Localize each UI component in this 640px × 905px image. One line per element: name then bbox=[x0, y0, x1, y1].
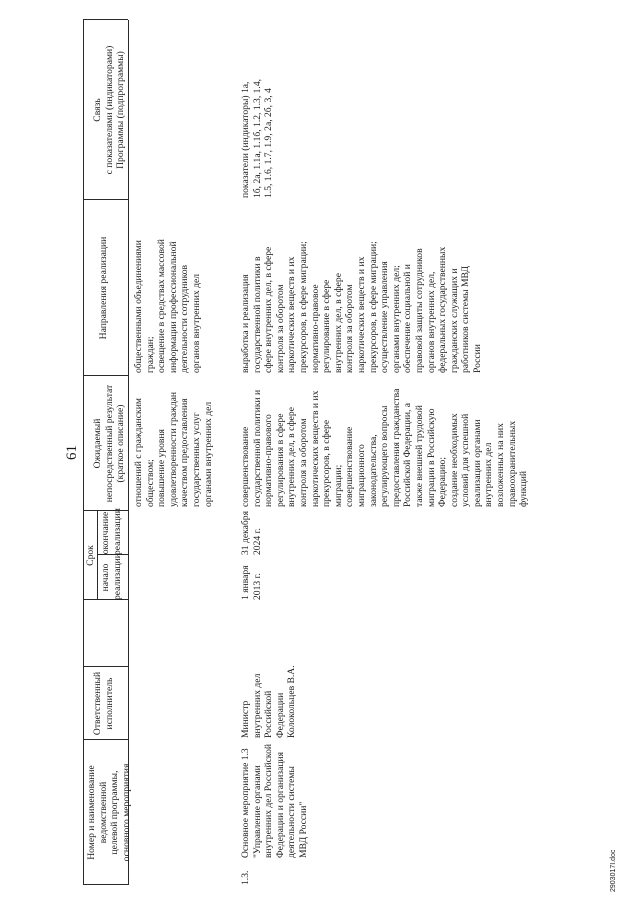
row-indicator-link: показатели (индикаторы) 1а, 1б, 2а, 1.1а, 1.1б, 1.2, 1.3, 1.4, 1.5, 1.6, 1.7, 1.9, 2а, 2б, 3, 4 bbox=[240, 78, 275, 198]
table-left-border bbox=[83, 884, 128, 885]
header-end: окончание реализации bbox=[100, 508, 123, 555]
row-end-date: 31 декабря 2024 г. bbox=[240, 511, 263, 555]
column-divider bbox=[83, 199, 128, 200]
column-divider bbox=[83, 375, 128, 376]
row-program-name: Основное мероприятие 1.3 "Управление органами внутренних дел Российской Федерации и организация деятельности системы МВД России" bbox=[240, 743, 309, 858]
table-right-border bbox=[83, 19, 128, 20]
header-directions: Направления реализации bbox=[98, 236, 109, 340]
page-number: 61 bbox=[64, 445, 80, 460]
row-directions: выработка и реализация государственной политики в сфере внутренних дел, в сфере контроля за оборотом наркотических веществ и их прекурсоров, в сфере миграции; нормативно-правовое регулирование в сфере внутренних дел, в сфере контроля за оборотом наркотических веществ и их прекурсоров, в сфере миграции; осуществление управления органами внутренних дел; обеспечение социальной и правовой защиты сотрудников органов внутренних дел, федеральных государственных гражданских служащих и работников системы МВД России bbox=[240, 241, 483, 373]
row-start-date: 1 января 2013 г. bbox=[240, 565, 263, 600]
continuation-result: отношений с гражданским обществом; повышение уровня удовлетворенности граждан качеством предоставления государственных услуг органами внутренних дел bbox=[133, 391, 214, 507]
header-term: Срок bbox=[85, 545, 96, 566]
term-subheader-rule bbox=[97, 511, 98, 600]
header-responsible: Ответственный исполнитель bbox=[92, 671, 115, 736]
column-divider bbox=[83, 739, 128, 740]
row-responsible: Министр внутренних дел Российской Федерации Колокольцев В.А. bbox=[240, 665, 298, 738]
row-number: 1.3. bbox=[240, 870, 251, 885]
column-divider bbox=[83, 666, 128, 667]
header-start: начало реализации bbox=[100, 553, 123, 600]
header-program-name: Номер и наименование ведомственной целевой программы, основного мероприятия bbox=[86, 763, 132, 862]
footer-file-code: 2903017I.doc bbox=[610, 849, 617, 892]
header-expected-result: Ожидаемый непосредственный результат (краткое описание) bbox=[92, 384, 127, 503]
header-indicator-link: Связь с показателями (индикаторами) Программы (подпрограммы) bbox=[92, 45, 127, 175]
table-top-border bbox=[83, 20, 84, 885]
continuation-directions: общественными объединениями граждан; освещение в средствах массовой информации профессиональной деятельности сотрудников органов внутренних дел bbox=[133, 239, 202, 373]
row-expected-result: совершенствование государственной политики и нормативно-правового регулирования в сфере внутренних дел, в сфере контроля за оборотом наркотических веществ и их прекурсоров, в сфере миграции; совершенствование миграционного законодательства, регулирующего вопросы предоставления гражданства Российской Федерации, а также внешней трудовой миграции в Российскую Федерацию; создание необходимых условий для успешной реализации органами внутренних дел возложенных на них правоохранительных функций bbox=[240, 388, 530, 507]
